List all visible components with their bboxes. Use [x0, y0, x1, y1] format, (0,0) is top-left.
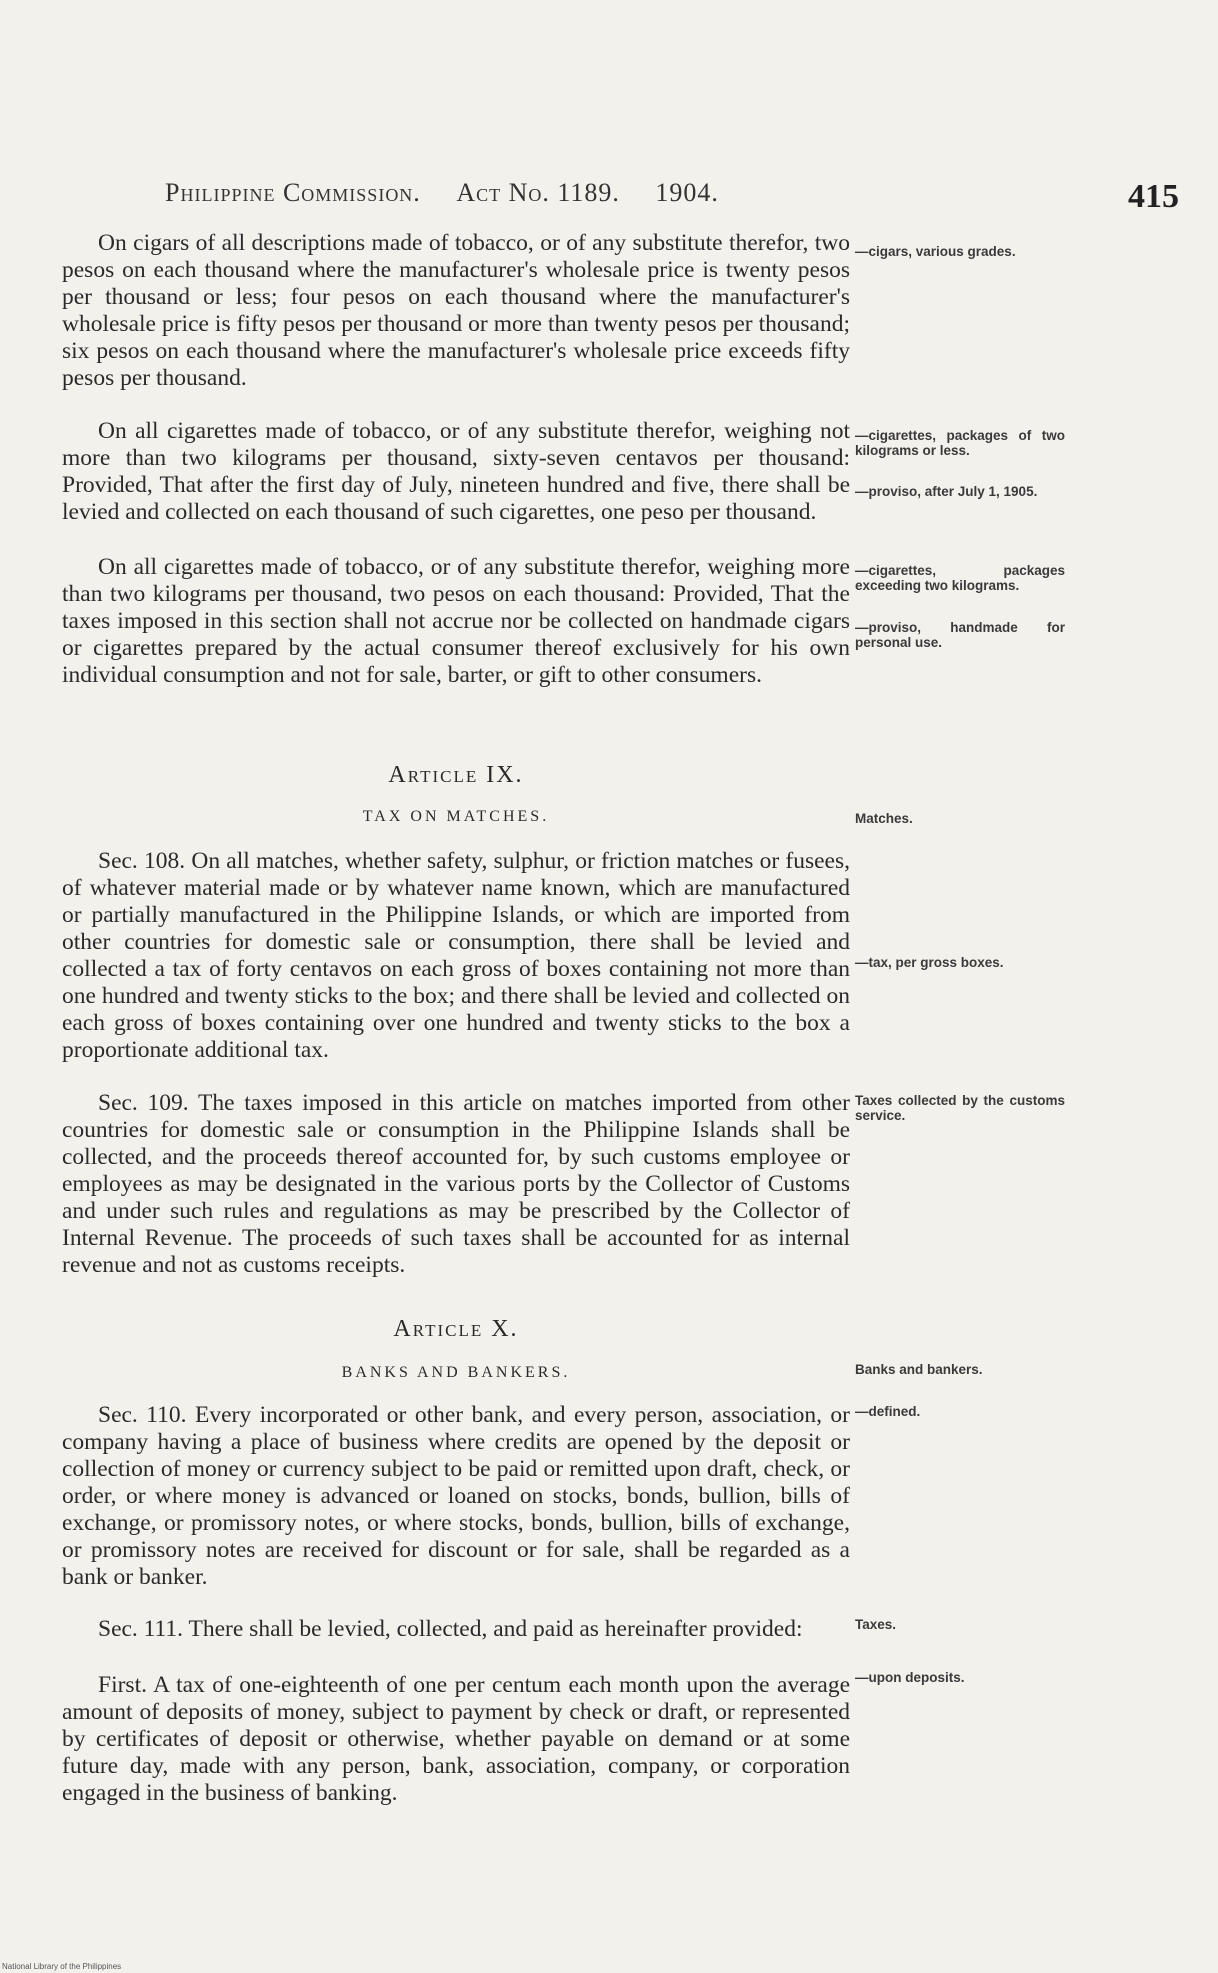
article-9-subheading: TAX ON MATCHES.: [362, 808, 550, 825]
margin-note-proviso-handmade: —proviso, handmade for personal use.: [855, 620, 1065, 650]
running-header: [165, 178, 965, 208]
margin-note-upon-deposits: —upon deposits.: [855, 1670, 965, 1685]
article-9-heading: Article IX.: [388, 762, 524, 788]
paragraph-text: Sec. 110. Every incorporated or other bank, and every person, association, or company having a place of business where credits are opened by the deposit or collection of money or currency subject to be paid or remitted upon draft, check, or order, or where money is advanced or loaned on stocks, bonds, bullion, bills of exchange, or promissory notes, or where stocks, bonds, bullion, bills of exchange, or promissory notes are received for discount or for sale, shall be regarded as a bank or banker.: [62, 1402, 850, 1590]
section-110: [62, 1402, 850, 1591]
paragraph-text: Sec. 108. On all matches, whether safety, sulphur, or friction matches or fusees, of whatever material made or by whatever name known, which are manufactured or partially manufactured in the Philippine Islands, or which are imported from other countries for domestic sale or consumption, there shall be levied and collected a tax of forty centavos on each gross of boxes containing not more than one hundred and twenty sticks to the box; and there shall be levied and collected on each gross of boxes containing over one hundred and twenty sticks to the box a proportionate additional tax.: [62, 848, 850, 1063]
margin-note-defined: —defined.: [855, 1404, 921, 1419]
section-111: [62, 1616, 850, 1643]
paragraph-cigarettes-light: [62, 418, 850, 526]
margin-note-cigarettes-light: —cigarettes, packages of two kilograms or less.: [855, 428, 1065, 458]
margin-note-tax-per-gross: —tax, per gross boxes.: [855, 955, 1004, 970]
paragraph-text: Sec. 109. The taxes imposed in this article on matches imported from other countries for domestic sale or consumption in the Philippine Islands shall be collected, and the proceeds thereof accounted for, by such customs employee or employees as may be designated in the various ports by the Collector of Customs and under such rules and regulations as may be prescribed by the Collector of Internal Revenue. The proceeds of such taxes shall be accounted for as internal revenue and not as customs receipts.: [62, 1090, 850, 1278]
page-number: 415: [1128, 178, 1179, 215]
margin-note-matches: Matches.: [855, 811, 913, 826]
margin-note-cigarettes-heavy: —cigarettes, packages exceeding two kilograms.: [855, 563, 1065, 593]
paragraph-text: On all cigarettes made of tobacco, or of any substitute therefor, weighing more than two kilograms per thousand, two pesos on each thousand: Provided, That the taxes imposed in this section shall not accrue nor be collected on handmade cigars or cigarettes prepared by the actual consumer thereof exclusively for his own individual consumption and not for sale, barter, or gift to other consumers.: [62, 554, 850, 688]
article-10-heading: Article X.: [393, 1316, 519, 1342]
header-title: Philippine Commission.: [165, 178, 421, 207]
paragraph-text: On cigars of all descriptions made of tobacco, or of any substitute therefor, two pesos on each thousand where the manufacturer's wholesale price is twenty pesos per thousand or less; four pesos on each thousand where the manufacturer's wholesale price is fifty pesos per thousand or more than twenty pesos per thousand; six pesos on each thousand where the manufacturer's wholesale price exceeds fifty pesos per thousand.: [62, 230, 850, 391]
header-act: Act No. 1189.: [456, 178, 620, 207]
section-109: [62, 1090, 850, 1279]
section-108: [62, 848, 850, 1064]
article-10-subheading: BANKS AND BANKERS.: [341, 1364, 571, 1381]
paragraph-cigars: [62, 230, 850, 392]
paragraph-text: On all cigarettes made of tobacco, or of any substitute therefor, weighing not more than two kilograms per thousand, sixty-seven centavos per thousand: Provided, That after the first day of July, nineteen hundred and five, there shall be levied and collected on each thousand of such cigarettes, one peso per thousand.: [62, 418, 850, 525]
paragraph-cigarettes-heavy: [62, 554, 850, 689]
margin-note-taxes: Taxes.: [855, 1617, 897, 1632]
margin-note-proviso-july: —proviso, after July 1, 1905.: [855, 484, 1038, 499]
paragraph-text: Sec. 111. There shall be levied, collected, and paid as hereinafter provided:: [98, 1616, 803, 1642]
paragraph-text: First. A tax of one-eighteenth of one per centum each month upon the average amount of deposits of money, subject to payment by check or draft, or represented by certificates of deposit or otherwise, whether payable on demand or at some future day, made with any person, bank, association, company, or corporation engaged in the business of banking.: [62, 1672, 850, 1806]
margin-note-cigars: —cigars, various grades.: [855, 244, 1016, 259]
footer-credit: National Library of the Philippines: [2, 1962, 122, 1971]
margin-note-banks: Banks and bankers.: [855, 1362, 983, 1377]
paragraph-first: [62, 1672, 850, 1807]
margin-note-customs: Taxes collected by the customs service.: [855, 1093, 1065, 1123]
header-year: 1904.: [655, 178, 719, 207]
